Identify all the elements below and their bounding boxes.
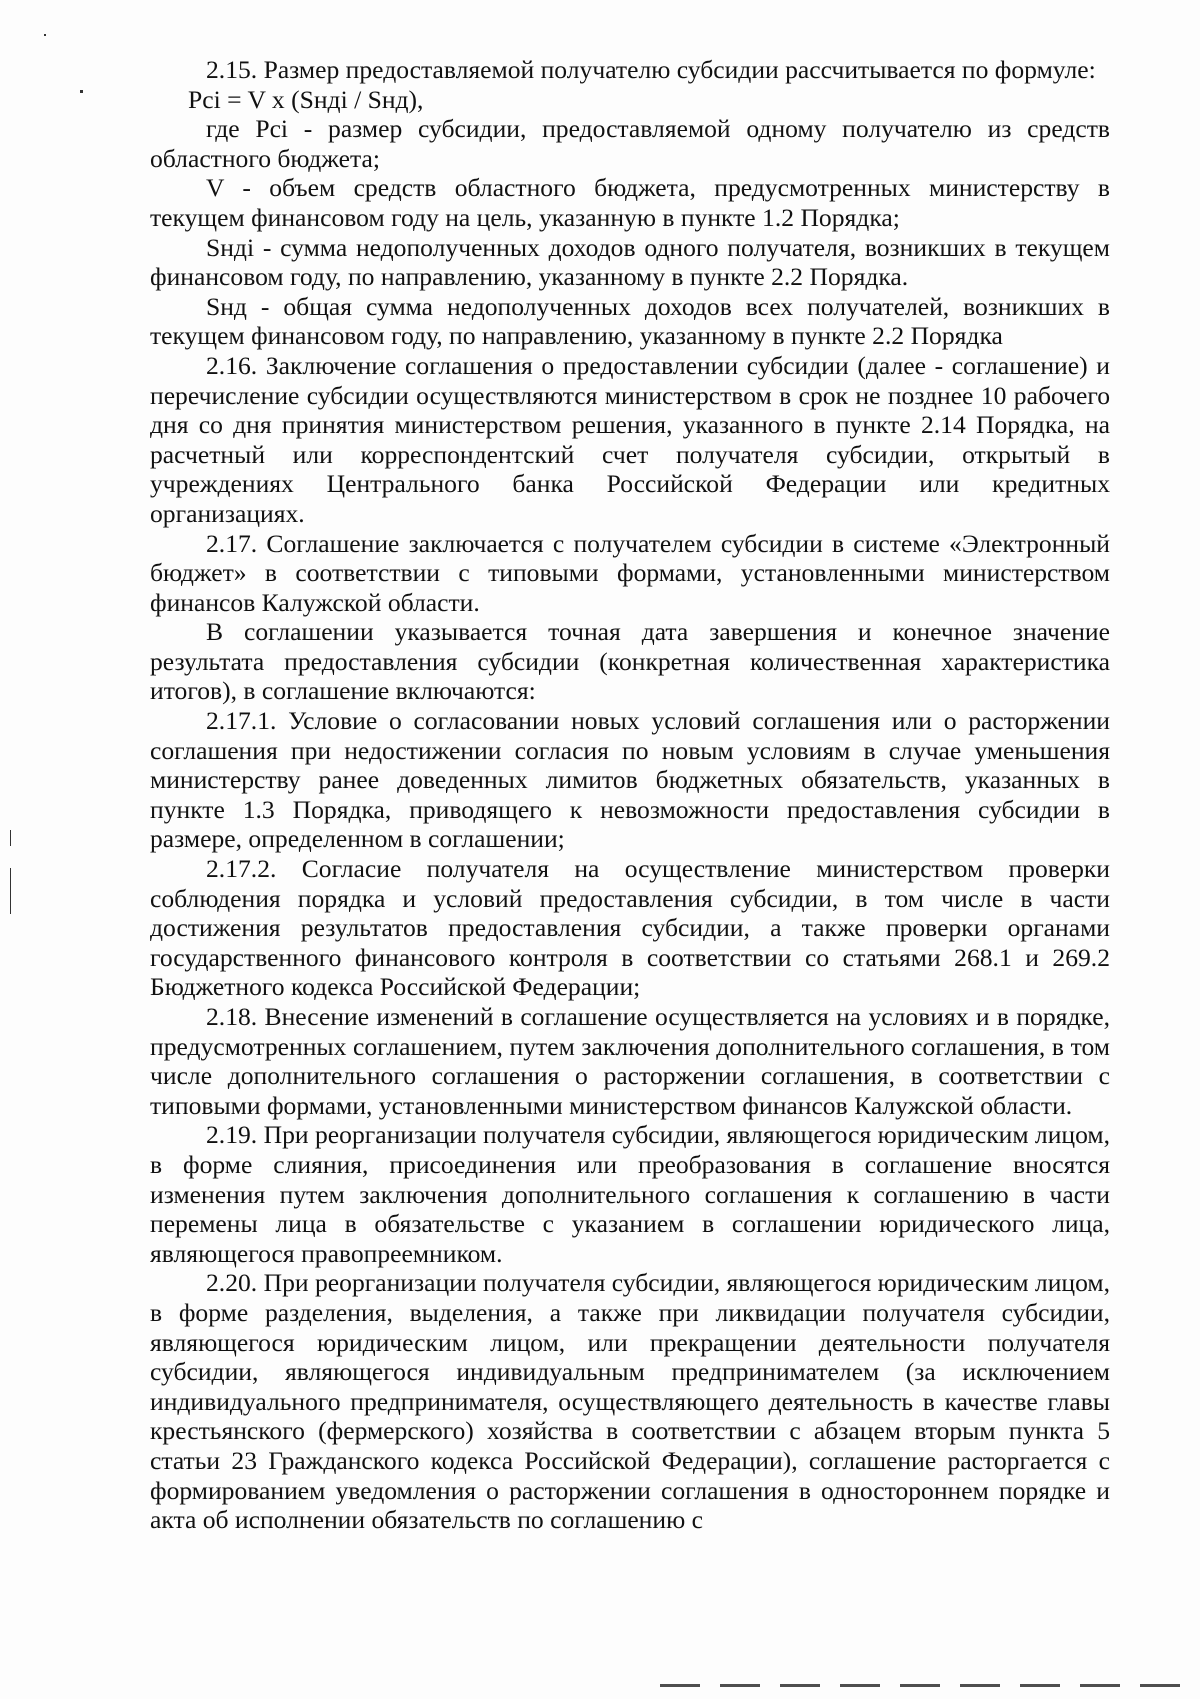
paragraph-2-17-content: В соглашении указывается точная дата завершения и конечное значение результата предоставления субсидии (конкретная количественная характеристика итогов), в соглашение включаются: [150, 617, 1110, 706]
paragraph-2-17-2: 2.17.2. Согласие получателя на осуществление министерством проверки соблюдения порядка и условий предоставления субсидии, в том числе в части достижения результатов предоставления субсидии, а также проверки органами государственного финансового контроля в соответствии со статьями 268.1 и 269.2 Бюджетного кодекса Российской Федерации; [150, 854, 1110, 1002]
paragraph-2-19: 2.19. При реорганизации получателя субсидии, являющегося юридическим лицом, в форме слияния, присоединения или преобразования в соглашение вносятся изменения путем заключения дополнительного соглашения к соглашению в части перемены лица в обязательстве с указанием в соглашении юридического лица, являющегося правопреемником. [150, 1120, 1110, 1268]
paragraph-2-18: 2.18. Внесение изменений в соглашение осуществляется на условиях и в порядке, предусмотренных соглашением, путем заключения дополнительного соглашения, в том числе дополнительного соглашения о расторжении соглашения, в соответствии с типовыми формами, установленными министерством финансов Калужской области. [150, 1002, 1110, 1120]
definition-v: V - объем средств областного бюджета, предусмотренных министерству в текущем финансовом году на цель, указанную в пункте 1.2 Порядка; [150, 173, 1110, 232]
paragraph-2-15: 2.15. Размер предоставляемой получателю субсидии рассчитывается по формуле: [206, 55, 1096, 84]
scan-dot [80, 90, 83, 93]
scan-line [10, 868, 11, 914]
scan-dot [44, 34, 46, 36]
formula-pci: Pci = V x (Sндi / Sнд), [188, 84, 424, 114]
paragraph-2-17-1: 2.17.1. Условие о согласовании новых условий соглашения или о расторжении соглашения при недостижении согласия по новым условиям в случае уменьшения министерству ранее доведенных лимитов бюджетных обязательств, указанных в пункте 1.3 Порядка, приводящего к невозможности предоставления субсидии в размере, определенном в соглашении; [150, 706, 1110, 854]
definition-pci: где Pci - размер субсидии, предоставляемой одному получателю из средств областного бюджета; [150, 114, 1110, 173]
paragraph-2-17: 2.17. Соглашение заключается с получателем субсидии в системе «Электронный бюджет» в соответствии с типовыми формами, установленными министерством финансов Калужской области. [150, 528, 1110, 617]
document-page [150, 55, 1110, 1535]
paragraph-2-20: 2.20. При реорганизации получателя субсидии, являющегося юридическим лицом, в форме разделения, выделения, а также при ликвидации получателя субсидии, являющегося юридическим лицом, или прекращении деятельности получателя субсидии, являющегося индивидуальным предпринимателем (за исключением индивидуального предпринимателя, осуществляющего деятельность в качестве главы крестьянского (фермерского) хозяйства в соответствии с абзацем вторым пункта 5 статьи 23 Гражданского кодекса Российской Федерации), соглашение расторгается с формированием уведомления о расторжении соглашения в одностороннем порядке и акта об исполнении обязательств по соглашению с [150, 1268, 1110, 1535]
definition-sndi: Sндi - сумма недополученных доходов одного получателя, возникших в текущем финансовом году, по направлению, указанному в пункте 2.2 Порядка. [150, 232, 1110, 292]
scan-line [10, 830, 11, 846]
paragraph-2-16: 2.16. Заключение соглашения о предоставлении субсидии (далее - соглашение) и перечисление субсидии осуществляются министерством в срок не позднее 10 рабочего дня со дня принятия министерством решения, указанного в пункте 2.14 Порядка, на расчетный или корреспондентский счет получателя субсидии, открытый в учреждениях Центрального банка Российской Федерации или кредитных организациях. [150, 350, 1110, 528]
scan-edge [660, 1684, 1180, 1687]
definition-snd: Sнд - общая сумма недополученных доходов всех получателей, возникших в текущем финансовом году, по направлению, указанному в пункте 2.2 Порядка [150, 291, 1110, 351]
